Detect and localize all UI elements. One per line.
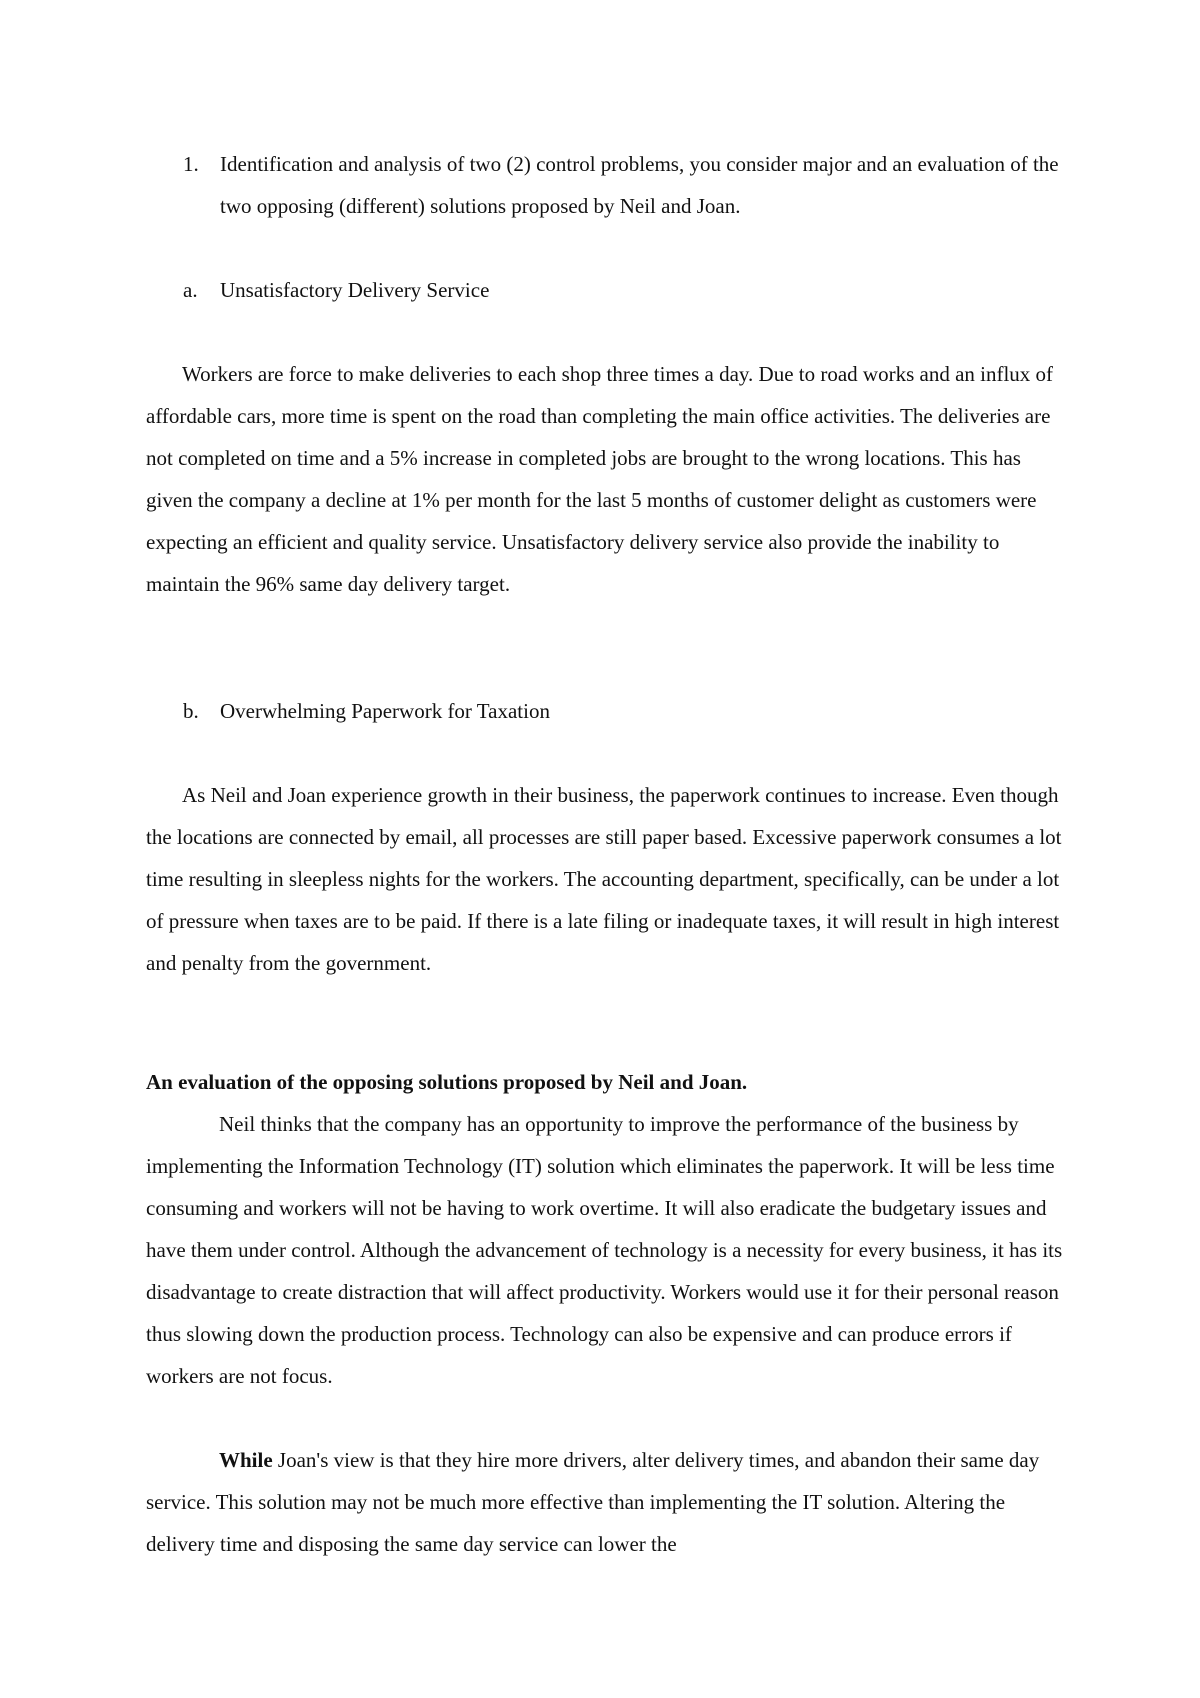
evaluation-title: An evaluation of the opposing solutions proposed by Neil and Joan. <box>146 1070 748 1094</box>
problem-b-letter: b. <box>183 699 199 723</box>
section-number: 1. <box>183 152 199 176</box>
problem-a-letter: a. <box>183 278 198 302</box>
neil-paragraph: Neil thinks that the company has an opportunity to improve the performance of the business by implementing the Information Technology (IT) solution which eliminates the paperwork. It will be less time consuming and workers will not be having to work overtime. It will also eradicate the budgetary issues and have them under control. Although the advancement of technology is a necessity for every business, it has its disadvantage to create distraction that will affect productivity. Workers would use it for their personal reason thus slowing down the production process. Technology can also be expensive and can produce errors if workers are not focus. <box>146 1112 1063 1388</box>
joan-lead-word: While <box>219 1448 273 1472</box>
section-heading <box>183 143 1063 227</box>
problem-b-heading <box>183 690 550 732</box>
joan-paragraph <box>146 1439 1066 1565</box>
section-heading-text: Identification and analysis of two (2) control problems, you consider major and an evaluation of the two opposing (different) solutions proposed by Neil and Joan. <box>220 152 1059 218</box>
problem-b-paragraph: As Neil and Joan experience growth in their business, the paperwork continues to increase. Even though the locations are connected by email, all processes are still paper based. Excessive paperwork consumes a lot time resulting in sleepless nights for the workers. The accounting department, specifically, can be under a lot of pressure when taxes are to be paid. If there is a late filing or inadequate taxes, it will result in high interest and penalty from the government. <box>146 783 1062 975</box>
problem-b-title: Overwhelming Paperwork for Taxation <box>220 699 550 723</box>
problem-a-title: Unsatisfactory Delivery Service <box>220 278 490 302</box>
problem-a-heading <box>183 269 489 311</box>
problem-a-paragraph: Workers are force to make deliveries to each shop three times a day. Due to road works and an influx of affordable cars, more time is spent on the road than completing the main office activities. The deliveries are not completed on time and a 5% increase in completed jobs are brought to the wrong locations. This has given the company a decline at 1% per month for the last 5 months of customer delight as customers were expecting an efficient and quality service. Unsatisfactory delivery service also provide the inability to maintain the 96% same day delivery target. <box>146 362 1054 596</box>
joan-paragraph-text: Joan's view is that they hire more drivers, alter delivery times, and abandon their same day service. This solution may not be much more effective than implementing the IT solution. Altering the delivery time and disposing the same day service can lower the <box>146 1448 1040 1556</box>
